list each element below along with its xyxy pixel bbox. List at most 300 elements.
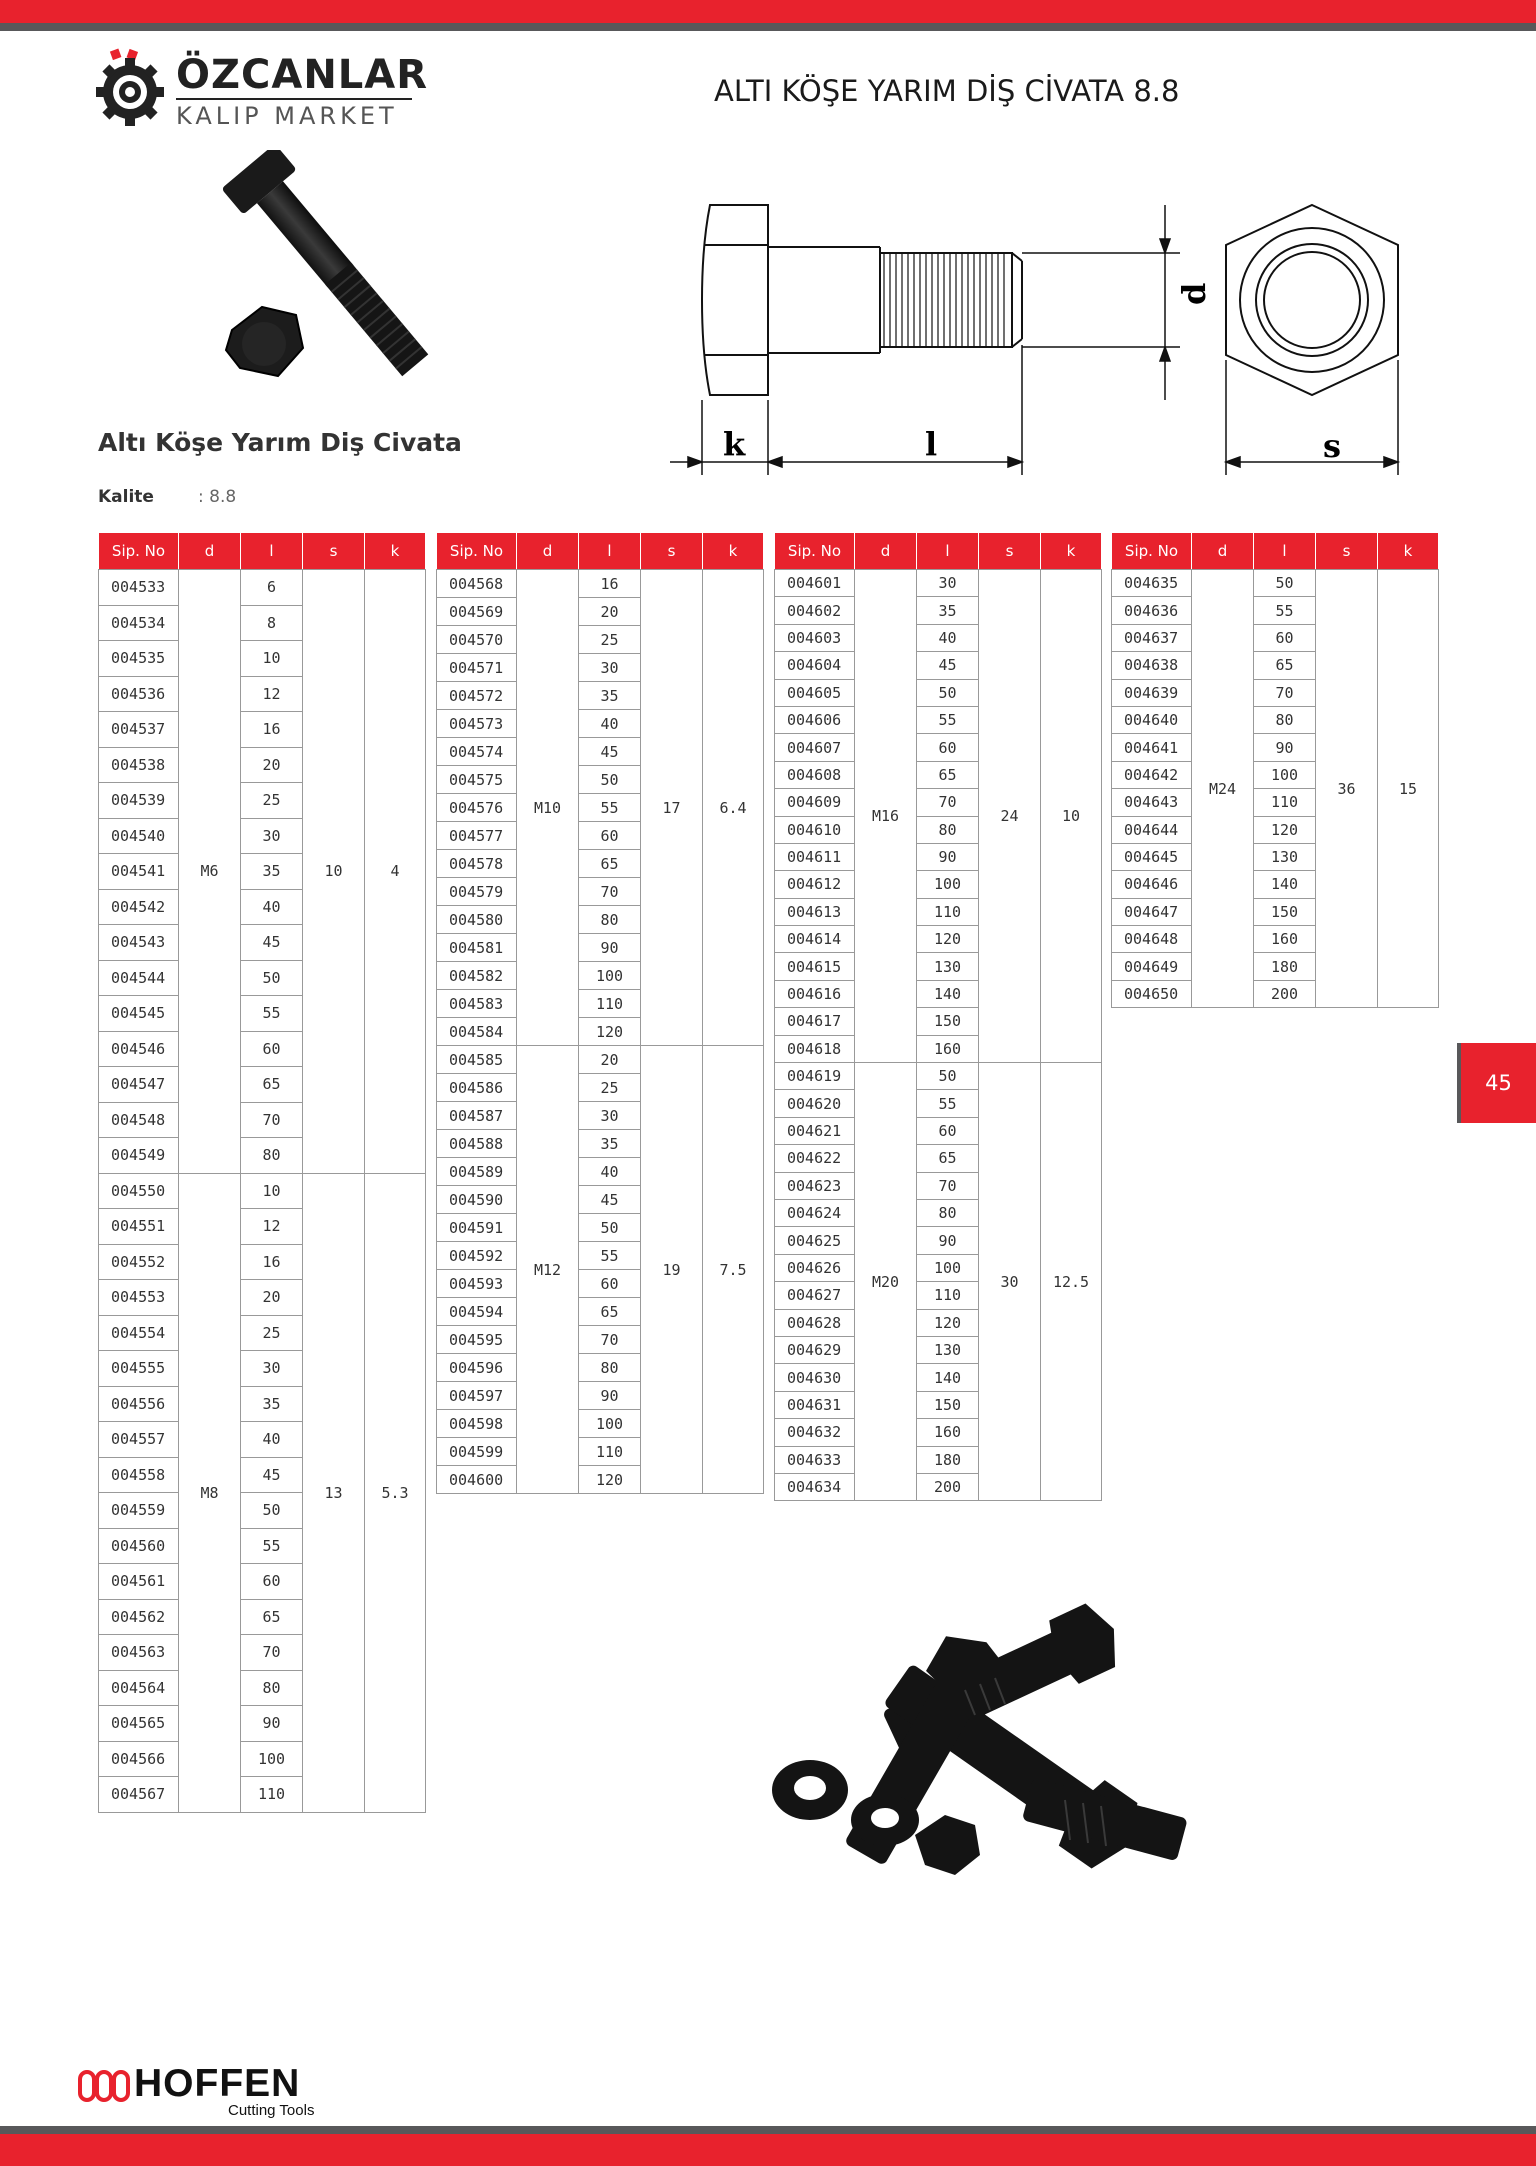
order-number-cell: 004626 xyxy=(775,1254,855,1281)
length-cell: 130 xyxy=(1254,843,1316,870)
spec-table-4 xyxy=(1111,532,1439,1008)
spec-table-3 xyxy=(774,532,1102,1501)
head-height-cell: 10 xyxy=(1041,570,1102,1063)
table-header-row xyxy=(1112,533,1439,570)
product-name: Altı Köşe Yarım Diş Civata xyxy=(98,428,462,457)
order-number-cell: 004598 xyxy=(437,1410,517,1438)
length-cell: 45 xyxy=(241,925,303,961)
length-cell: 140 xyxy=(1254,871,1316,898)
order-number-cell: 004644 xyxy=(1112,816,1192,843)
length-cell: 25 xyxy=(241,1315,303,1351)
order-number-cell: 004601 xyxy=(775,570,855,597)
length-cell: 60 xyxy=(917,1117,979,1144)
length-cell: 120 xyxy=(579,1018,641,1046)
order-number-cell: 004602 xyxy=(775,597,855,624)
dim-label-l: l xyxy=(925,425,938,463)
length-cell: 200 xyxy=(1254,980,1316,1007)
wrench-size-cell: 30 xyxy=(979,1063,1041,1501)
order-number-cell: 004568 xyxy=(437,570,517,598)
length-cell: 160 xyxy=(917,1419,979,1446)
length-cell: 130 xyxy=(917,953,979,980)
order-number-cell: 004642 xyxy=(1112,761,1192,788)
table-row xyxy=(775,1063,1102,1090)
bottom-bar-stripe xyxy=(0,2126,1536,2134)
order-number-cell: 004619 xyxy=(775,1063,855,1090)
table-row xyxy=(1112,570,1439,597)
length-cell: 80 xyxy=(917,1199,979,1226)
order-number-cell: 004623 xyxy=(775,1172,855,1199)
column-header: k xyxy=(703,533,764,570)
length-cell: 65 xyxy=(241,1599,303,1635)
order-number-cell: 004539 xyxy=(99,783,179,819)
length-cell: 70 xyxy=(579,878,641,906)
order-number-cell: 004608 xyxy=(775,761,855,788)
logo-divider xyxy=(176,98,412,100)
length-cell: 80 xyxy=(579,906,641,934)
order-number-cell: 004580 xyxy=(437,906,517,934)
order-number-cell: 004605 xyxy=(775,679,855,706)
length-cell: 20 xyxy=(579,1046,641,1074)
length-cell: 70 xyxy=(917,1172,979,1199)
column-header: s xyxy=(641,533,703,570)
wrench-size-cell: 36 xyxy=(1316,570,1378,1008)
length-cell: 40 xyxy=(241,1422,303,1458)
order-number-cell: 004585 xyxy=(437,1046,517,1074)
table-header-row xyxy=(437,533,764,570)
order-number-cell: 004542 xyxy=(99,889,179,925)
order-number-cell: 004637 xyxy=(1112,624,1192,651)
order-number-cell: 004611 xyxy=(775,843,855,870)
diameter-cell: M20 xyxy=(855,1063,917,1501)
column-header: d xyxy=(179,533,241,570)
order-number-cell: 004649 xyxy=(1112,953,1192,980)
column-header: k xyxy=(1041,533,1102,570)
length-cell: 70 xyxy=(1254,679,1316,706)
bottom-bar xyxy=(0,2126,1536,2166)
top-bar xyxy=(0,0,1536,31)
length-cell: 30 xyxy=(579,654,641,682)
spec-table-2 xyxy=(436,532,764,1494)
table-row xyxy=(437,570,764,598)
length-cell: 50 xyxy=(241,960,303,996)
order-number-cell: 004540 xyxy=(99,818,179,854)
length-cell: 90 xyxy=(917,843,979,870)
order-number-cell: 004570 xyxy=(437,626,517,654)
order-number-cell: 004533 xyxy=(99,570,179,606)
bolts-nuts-photo xyxy=(765,1600,1265,1930)
bolt-photo xyxy=(200,150,490,420)
order-number-cell: 004604 xyxy=(775,652,855,679)
order-number-cell: 004612 xyxy=(775,871,855,898)
ozcanlar-logo xyxy=(94,48,429,138)
column-header: k xyxy=(365,533,426,570)
order-number-cell: 004551 xyxy=(99,1209,179,1245)
order-number-cell: 004579 xyxy=(437,878,517,906)
length-cell: 70 xyxy=(241,1635,303,1671)
order-number-cell: 004547 xyxy=(99,1067,179,1103)
length-cell: 40 xyxy=(917,624,979,651)
order-number-cell: 004620 xyxy=(775,1090,855,1117)
gear-logo-icon xyxy=(94,48,174,138)
length-cell: 12 xyxy=(241,676,303,712)
length-cell: 35 xyxy=(917,597,979,624)
length-cell: 30 xyxy=(579,1102,641,1130)
length-cell: 100 xyxy=(917,871,979,898)
order-number-cell: 004587 xyxy=(437,1102,517,1130)
order-number-cell: 004545 xyxy=(99,996,179,1032)
length-cell: 20 xyxy=(241,747,303,783)
length-cell: 100 xyxy=(1254,761,1316,788)
dim-label-d: d xyxy=(1175,282,1213,305)
length-cell: 55 xyxy=(241,1528,303,1564)
length-cell: 35 xyxy=(579,1130,641,1158)
bolt-technical-drawing xyxy=(650,185,1430,475)
quality-value: : 8.8 xyxy=(198,487,237,507)
length-cell: 110 xyxy=(579,990,641,1018)
length-cell: 150 xyxy=(1254,898,1316,925)
order-number-cell: 004640 xyxy=(1112,706,1192,733)
order-number-cell: 004571 xyxy=(437,654,517,682)
length-cell: 120 xyxy=(917,926,979,953)
order-number-cell: 004588 xyxy=(437,1130,517,1158)
length-cell: 45 xyxy=(579,738,641,766)
length-cell: 30 xyxy=(917,570,979,597)
column-header: l xyxy=(579,533,641,570)
column-header: l xyxy=(241,533,303,570)
length-cell: 65 xyxy=(1254,652,1316,679)
length-cell: 65 xyxy=(579,1298,641,1326)
length-cell: 65 xyxy=(917,761,979,788)
length-cell: 55 xyxy=(579,1242,641,1270)
length-cell: 65 xyxy=(917,1145,979,1172)
order-number-cell: 004595 xyxy=(437,1326,517,1354)
length-cell: 55 xyxy=(917,1090,979,1117)
column-header: Sip. No xyxy=(775,533,855,570)
head-height-cell: 12.5 xyxy=(1041,1063,1102,1501)
order-number-cell: 004583 xyxy=(437,990,517,1018)
length-cell: 180 xyxy=(917,1446,979,1473)
order-number-cell: 004577 xyxy=(437,822,517,850)
head-height-cell: 6.4 xyxy=(703,570,764,1046)
page-number: 45 xyxy=(1457,1043,1536,1123)
length-cell: 10 xyxy=(241,641,303,677)
length-cell: 16 xyxy=(579,570,641,598)
column-header: s xyxy=(303,533,365,570)
order-number-cell: 004639 xyxy=(1112,679,1192,706)
length-cell: 110 xyxy=(917,1282,979,1309)
length-cell: 120 xyxy=(917,1309,979,1336)
order-number-cell: 004589 xyxy=(437,1158,517,1186)
length-cell: 50 xyxy=(579,1214,641,1242)
length-cell: 90 xyxy=(1254,734,1316,761)
diameter-cell: M6 xyxy=(179,570,241,1174)
order-number-cell: 004643 xyxy=(1112,789,1192,816)
order-number-cell: 004636 xyxy=(1112,597,1192,624)
wrench-size-cell: 17 xyxy=(641,570,703,1046)
table-header-row xyxy=(99,533,426,570)
length-cell: 55 xyxy=(1254,597,1316,624)
order-number-cell: 004564 xyxy=(99,1670,179,1706)
order-number-cell: 004569 xyxy=(437,598,517,626)
diameter-cell: M10 xyxy=(517,570,579,1046)
hoffen-brand-name: HOFFEN xyxy=(134,2062,301,2105)
length-cell: 25 xyxy=(579,1074,641,1102)
wrench-size-cell: 24 xyxy=(979,570,1041,1063)
order-number-cell: 004572 xyxy=(437,682,517,710)
order-number-cell: 004641 xyxy=(1112,734,1192,761)
order-number-cell: 004556 xyxy=(99,1386,179,1422)
order-number-cell: 004538 xyxy=(99,747,179,783)
length-cell: 65 xyxy=(579,850,641,878)
length-cell: 60 xyxy=(579,1270,641,1298)
order-number-cell: 004534 xyxy=(99,605,179,641)
length-cell: 160 xyxy=(1254,926,1316,953)
logo-subtitle: KALIP MARKET xyxy=(176,102,398,130)
order-number-cell: 004553 xyxy=(99,1280,179,1316)
length-cell: 45 xyxy=(917,652,979,679)
order-number-cell: 004552 xyxy=(99,1244,179,1280)
order-number-cell: 004597 xyxy=(437,1382,517,1410)
order-number-cell: 004609 xyxy=(775,789,855,816)
order-number-cell: 004603 xyxy=(775,624,855,651)
head-height-cell: 5.3 xyxy=(365,1173,426,1812)
order-number-cell: 004578 xyxy=(437,850,517,878)
length-cell: 70 xyxy=(917,789,979,816)
wrench-size-cell: 13 xyxy=(303,1173,365,1812)
column-header: Sip. No xyxy=(1112,533,1192,570)
order-number-cell: 004621 xyxy=(775,1117,855,1144)
length-cell: 30 xyxy=(241,818,303,854)
order-number-cell: 004561 xyxy=(99,1564,179,1600)
table-row xyxy=(99,570,426,606)
length-cell: 30 xyxy=(241,1351,303,1387)
length-cell: 60 xyxy=(917,734,979,761)
length-cell: 35 xyxy=(579,682,641,710)
head-height-cell: 15 xyxy=(1378,570,1439,1008)
length-cell: 70 xyxy=(579,1326,641,1354)
length-cell: 90 xyxy=(579,1382,641,1410)
order-number-cell: 004629 xyxy=(775,1336,855,1363)
diameter-cell: M8 xyxy=(179,1173,241,1812)
column-header: k xyxy=(1378,533,1439,570)
order-number-cell: 004565 xyxy=(99,1706,179,1742)
hoffen-mark-icon xyxy=(78,2068,130,2104)
length-cell: 55 xyxy=(917,706,979,733)
diameter-cell: M24 xyxy=(1192,570,1254,1008)
length-cell: 180 xyxy=(1254,953,1316,980)
length-cell: 40 xyxy=(241,889,303,925)
column-header: l xyxy=(1254,533,1316,570)
order-number-cell: 004630 xyxy=(775,1364,855,1391)
length-cell: 25 xyxy=(579,626,641,654)
order-number-cell: 004550 xyxy=(99,1173,179,1209)
hoffen-logo xyxy=(78,2062,338,2122)
logo-name: ÖZCANLAR xyxy=(176,52,429,98)
length-cell: 25 xyxy=(241,783,303,819)
length-cell: 12 xyxy=(241,1209,303,1245)
order-number-cell: 004574 xyxy=(437,738,517,766)
length-cell: 10 xyxy=(241,1173,303,1209)
order-number-cell: 004543 xyxy=(99,925,179,961)
order-number-cell: 004622 xyxy=(775,1145,855,1172)
length-cell: 110 xyxy=(579,1438,641,1466)
length-cell: 55 xyxy=(241,996,303,1032)
order-number-cell: 004647 xyxy=(1112,898,1192,925)
order-number-cell: 004634 xyxy=(775,1473,855,1500)
order-number-cell: 004591 xyxy=(437,1214,517,1242)
dim-label-k: k xyxy=(723,425,746,463)
order-number-cell: 004567 xyxy=(99,1777,179,1813)
length-cell: 200 xyxy=(917,1473,979,1500)
order-number-cell: 004599 xyxy=(437,1438,517,1466)
length-cell: 80 xyxy=(579,1354,641,1382)
order-number-cell: 004575 xyxy=(437,766,517,794)
order-number-cell: 004632 xyxy=(775,1419,855,1446)
order-number-cell: 004536 xyxy=(99,676,179,712)
dim-label-s: s xyxy=(1323,427,1342,465)
length-cell: 110 xyxy=(1254,789,1316,816)
order-number-cell: 004600 xyxy=(437,1466,517,1494)
order-number-cell: 004586 xyxy=(437,1074,517,1102)
order-number-cell: 004617 xyxy=(775,1008,855,1035)
order-number-cell: 004607 xyxy=(775,734,855,761)
order-number-cell: 004546 xyxy=(99,1031,179,1067)
order-number-cell: 004582 xyxy=(437,962,517,990)
length-cell: 60 xyxy=(579,822,641,850)
order-number-cell: 004624 xyxy=(775,1199,855,1226)
length-cell: 140 xyxy=(917,980,979,1007)
length-cell: 50 xyxy=(1254,570,1316,597)
order-number-cell: 004590 xyxy=(437,1186,517,1214)
length-cell: 60 xyxy=(1254,624,1316,651)
length-cell: 140 xyxy=(917,1364,979,1391)
order-number-cell: 004576 xyxy=(437,794,517,822)
spec-table-1 xyxy=(98,532,426,1813)
diameter-cell: M16 xyxy=(855,570,917,1063)
order-number-cell: 004573 xyxy=(437,710,517,738)
order-number-cell: 004646 xyxy=(1112,871,1192,898)
order-number-cell: 004562 xyxy=(99,1599,179,1635)
order-number-cell: 004613 xyxy=(775,898,855,925)
order-number-cell: 004618 xyxy=(775,1035,855,1062)
order-number-cell: 004549 xyxy=(99,1138,179,1174)
length-cell: 20 xyxy=(241,1280,303,1316)
length-cell: 160 xyxy=(917,1035,979,1062)
column-header: Sip. No xyxy=(437,533,517,570)
length-cell: 40 xyxy=(579,1158,641,1186)
column-header: d xyxy=(517,533,579,570)
order-number-cell: 004557 xyxy=(99,1422,179,1458)
order-number-cell: 004627 xyxy=(775,1282,855,1309)
order-number-cell: 004554 xyxy=(99,1315,179,1351)
order-number-cell: 004541 xyxy=(99,854,179,890)
length-cell: 80 xyxy=(241,1138,303,1174)
order-number-cell: 004563 xyxy=(99,1635,179,1671)
length-cell: 60 xyxy=(241,1031,303,1067)
top-bar-stripe xyxy=(0,23,1536,31)
length-cell: 50 xyxy=(579,766,641,794)
order-number-cell: 004558 xyxy=(99,1457,179,1493)
length-cell: 16 xyxy=(241,1244,303,1280)
order-number-cell: 004645 xyxy=(1112,843,1192,870)
length-cell: 80 xyxy=(1254,706,1316,733)
length-cell: 80 xyxy=(241,1670,303,1706)
table-row xyxy=(437,1046,764,1074)
order-number-cell: 004614 xyxy=(775,926,855,953)
length-cell: 70 xyxy=(241,1102,303,1138)
order-number-cell: 004606 xyxy=(775,706,855,733)
order-number-cell: 004560 xyxy=(99,1528,179,1564)
order-number-cell: 004633 xyxy=(775,1446,855,1473)
length-cell: 45 xyxy=(241,1457,303,1493)
length-cell: 45 xyxy=(579,1186,641,1214)
length-cell: 20 xyxy=(579,598,641,626)
length-cell: 100 xyxy=(579,962,641,990)
order-number-cell: 004635 xyxy=(1112,570,1192,597)
order-number-cell: 004548 xyxy=(99,1102,179,1138)
length-cell: 35 xyxy=(241,854,303,890)
column-header: s xyxy=(979,533,1041,570)
order-number-cell: 004631 xyxy=(775,1391,855,1418)
length-cell: 50 xyxy=(917,1063,979,1090)
order-number-cell: 004610 xyxy=(775,816,855,843)
length-cell: 35 xyxy=(241,1386,303,1422)
order-number-cell: 004615 xyxy=(775,953,855,980)
length-cell: 150 xyxy=(917,1008,979,1035)
length-cell: 65 xyxy=(241,1067,303,1103)
length-cell: 100 xyxy=(241,1741,303,1777)
length-cell: 90 xyxy=(917,1227,979,1254)
column-header: d xyxy=(855,533,917,570)
order-number-cell: 004584 xyxy=(437,1018,517,1046)
length-cell: 55 xyxy=(579,794,641,822)
length-cell: 6 xyxy=(241,570,303,606)
table-row xyxy=(99,1173,426,1209)
length-cell: 8 xyxy=(241,605,303,641)
order-number-cell: 004566 xyxy=(99,1741,179,1777)
column-header: d xyxy=(1192,533,1254,570)
order-number-cell: 004616 xyxy=(775,980,855,1007)
column-header: Sip. No xyxy=(99,533,179,570)
head-height-cell: 7.5 xyxy=(703,1046,764,1494)
order-number-cell: 004594 xyxy=(437,1298,517,1326)
length-cell: 110 xyxy=(241,1777,303,1813)
hoffen-brand-subtitle: Cutting Tools xyxy=(228,2102,315,2119)
length-cell: 50 xyxy=(241,1493,303,1529)
length-cell: 90 xyxy=(241,1706,303,1742)
wrench-size-cell: 19 xyxy=(641,1046,703,1494)
length-cell: 120 xyxy=(579,1466,641,1494)
order-number-cell: 004592 xyxy=(437,1242,517,1270)
order-number-cell: 004628 xyxy=(775,1309,855,1336)
order-number-cell: 004596 xyxy=(437,1354,517,1382)
order-number-cell: 004555 xyxy=(99,1351,179,1387)
length-cell: 110 xyxy=(917,898,979,925)
quality-label: Kalite xyxy=(98,487,154,507)
length-cell: 120 xyxy=(1254,816,1316,843)
order-number-cell: 004625 xyxy=(775,1227,855,1254)
length-cell: 80 xyxy=(917,816,979,843)
table-row xyxy=(775,570,1102,597)
order-number-cell: 004537 xyxy=(99,712,179,748)
diameter-cell: M12 xyxy=(517,1046,579,1494)
length-cell: 50 xyxy=(917,679,979,706)
order-number-cell: 004544 xyxy=(99,960,179,996)
table-header-row xyxy=(775,533,1102,570)
head-height-cell: 4 xyxy=(365,570,426,1174)
order-number-cell: 004581 xyxy=(437,934,517,962)
length-cell: 90 xyxy=(579,934,641,962)
